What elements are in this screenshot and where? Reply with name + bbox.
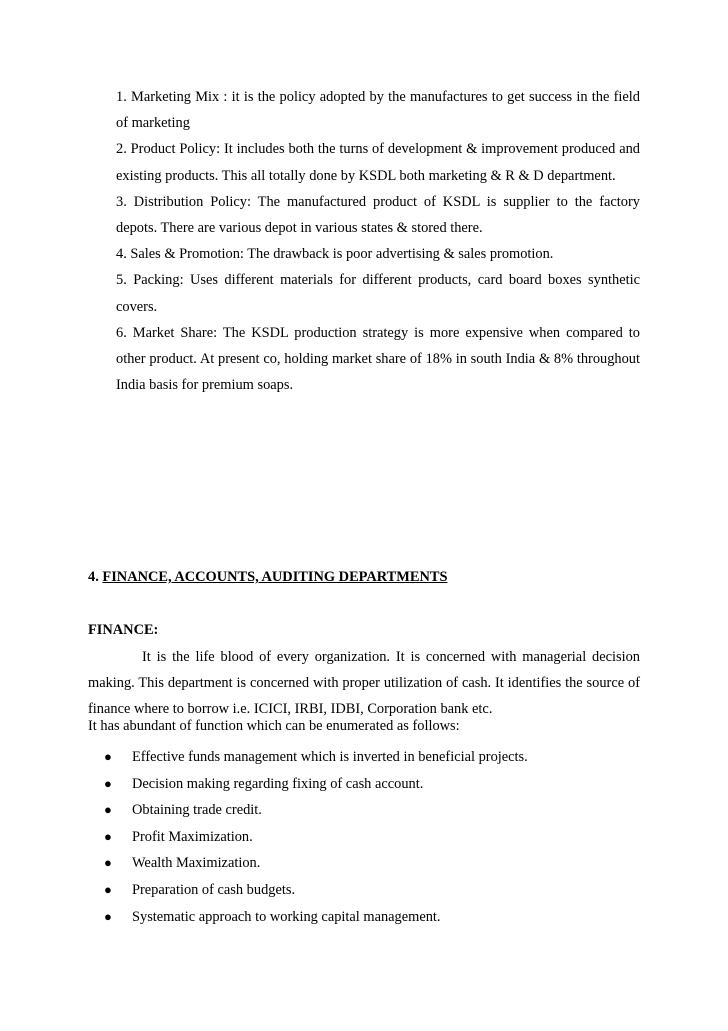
list-item [104,824,644,851]
bullet-icon: ● [104,828,112,844]
finance-paragraph: It is the life blood of every organization. It is concerned with managerial decision making. This department is concerned with proper utilization of cash. It identifies the source of finance where to borrow i.e. ICICI, IRBI, IDBI, Corporation bank etc. [88,649,640,718]
bullet-icon: ● [104,855,112,871]
bullet-icon: ● [104,802,112,818]
list-item [104,877,644,904]
policy-item-sales-promotion: 4. Sales & Promotion: The drawback is poor advertising & sales promotion. [116,246,554,263]
function-text: Obtaining trade credit. [132,802,262,819]
policy-item-packing: 5. Packing: Uses different materials for different products, card board boxes synthetic covers. [116,272,640,315]
list-item [104,850,644,877]
finance-functions-list [104,744,644,930]
finance-heading: FINANCE: [88,622,159,638]
finance-functions-intro: It has abundant of function which can be enumerated as follows: [88,718,460,734]
bullet-icon: ● [104,908,112,924]
bullet-icon: ● [104,775,112,791]
function-text: Wealth Maximization. [132,855,261,872]
bullet-icon: ● [104,881,112,897]
list-item [104,771,644,798]
section-title: FINANCE, ACCOUNTS, AUDITING DEPARTMENTS [102,569,448,585]
function-text: Decision making regarding fixing of cash account. [132,775,424,792]
function-text: Systematic approach to working capital management. [132,908,441,925]
policy-item-distribution-policy: 3. Distribution Policy: The manufactured product of KSDL is supplier to the factory depots. There are various depot in various states & stored there. [116,193,640,237]
list-item [104,744,644,771]
function-text: Profit Maximization. [132,828,253,845]
policy-item-product-policy: 2. Product Policy: It includes both the turns of development & improvement produced and existing products. This all totally done by KSDL both marketing & R & D department. [116,141,640,184]
function-text: Effective funds management which is inverted in beneficial projects. [132,749,528,765]
function-text: Preparation of cash budgets. [132,881,296,898]
list-item [104,904,644,931]
section-number: 4. [88,569,99,585]
policy-list [116,84,640,398]
list-item [104,797,644,824]
policy-item-marketing-mix: 1. Marketing Mix : it is the policy adopted by the manufactures to get success in the field of marketing [116,89,640,132]
bullet-icon: ● [104,749,112,764]
policy-item-market-share: 6. Market Share: The KSDL production strategy is more expensive when compared to other product. At present co, holding market share of 18% in south India & 8% throughout India basis for premium soaps. [116,324,640,394]
section-heading [88,567,648,587]
